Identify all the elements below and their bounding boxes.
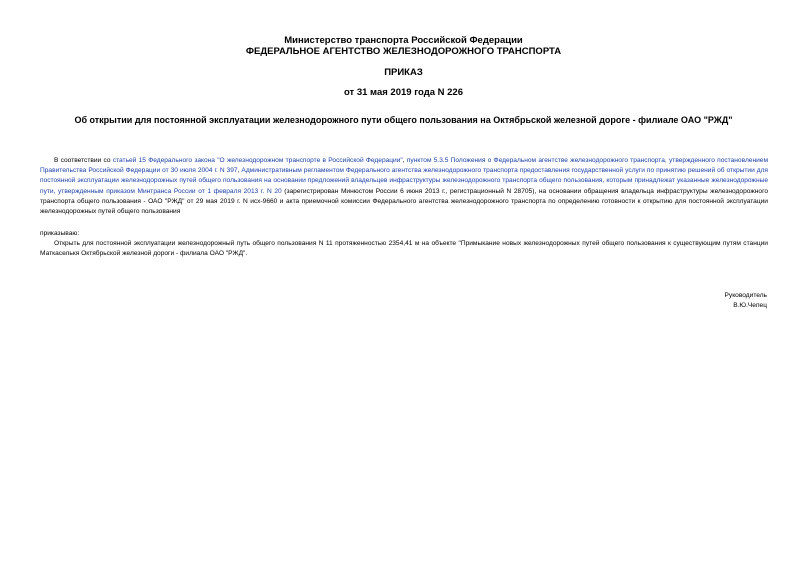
- administrative-regulation-link[interactable]: Административным регламентом Федерального агентства железнодорожного транспорта предоставления государственной услуги по принятию решений об открытии для постоянной эксплуатации железнодорожных путей общего пользования на основании предложений владельцев инфраструктуры железнодорожного транспорта общего пользования, которым принадлежат указанные железнодорожные пути, утвержденным приказом Минтранса России от 1 февраля 2013 г. N 20: [40, 167, 768, 195]
- order-label: приказываю:: [40, 230, 80, 237]
- document-date-number: от 31 мая 2019 года N 226: [343, 87, 464, 98]
- signatory-role: Руководитель: [724, 292, 767, 299]
- ministry-name: Министерство транспорта Российской Федерации: [284, 35, 523, 46]
- signatory-name: В.Ю.Чепец: [733, 302, 767, 309]
- preamble-paragraph: [40, 156, 768, 217]
- law-article-15-link[interactable]: статьей 15 Федерального закона "О железнодорожном транспорте в Российской Федерации": [112, 157, 403, 164]
- document-type: ПРИКАЗ: [384, 67, 423, 78]
- agency-name: ФЕДЕРАЛЬНОЕ АГЕНТСТВО ЖЕЛЕЗНОДОРОЖНОГО ТРАНСПОРТА: [245, 46, 562, 57]
- preamble-text-3: ,: [237, 167, 242, 175]
- preamble-text-2: ,: [402, 157, 407, 164]
- preamble-text-4: (зарегистрирован Минюстом России 6 июня 2013 г., регистрационный N 28705), на основании обращения владельца инфраструктуры железнодорожного транспорта общего пользования - ОАО "РЖД" от 29 мая 2019 г. N исх-9660 и акта приемочной комиссии Федерального агентства железнодорожного транспорта по определению готовности к открытию для постоянной эксплуатации железнодорожных путей общего пользования: [40, 187, 769, 216]
- order-paragraph: Открыть для постоянной эксплуатации железнодорожный путь общего пользования N 11 протяженностью 2354,41 м на объекте "Примыкание новых железнодорожных путей общего пользования к существующим путям станции Маткаселькя Октябрьской железной дороги - филиала ОАО "РЖД".: [40, 240, 768, 258]
- agency-regulation-link[interactable]: пунктом 5.3.5 Положения о Федеральном агентстве железнодорожного транспорта, утвержденного постановлением Правительства Российской Федерации от 30 июля 2004 г. N 397: [40, 157, 768, 175]
- preamble-text-1: В соответствии со: [54, 157, 113, 164]
- document-title: Об открытии для постоянной эксплуатации железнодорожного пути общего пользования на Октябрьской железной дороге - филиале ОАО "РЖД": [74, 115, 733, 125]
